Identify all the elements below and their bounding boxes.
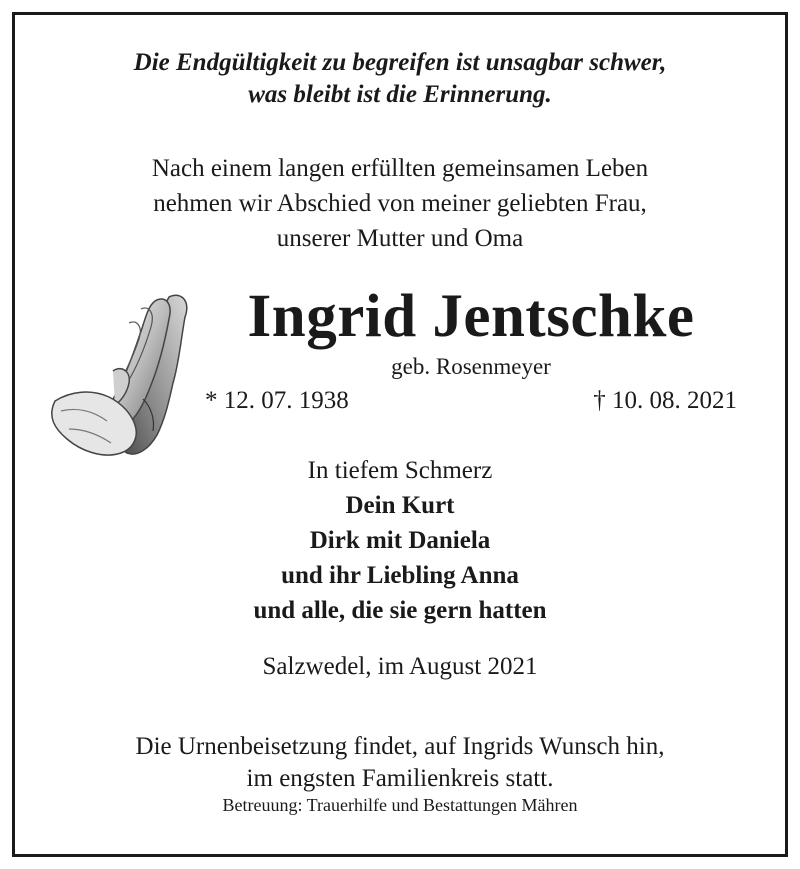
intro-line-3: unserer Mutter und Oma [276, 225, 524, 252]
burial-line-2: im engsten Familienkreis statt. [246, 765, 554, 792]
mourner-name: Dein Kurt [345, 492, 455, 519]
burial-notice [15, 731, 785, 795]
death-date: † 10. 08. 2021 [593, 387, 737, 414]
burial-line-1: Die Urnenbeisetzung findet, auf Ingrids Wunsch hin, [135, 733, 665, 760]
mourners-list [15, 453, 785, 628]
intro-text [15, 151, 785, 256]
maiden-name: geb. Rosenmeyer [391, 354, 551, 379]
intro-line-1: Nach einem langen erfüllten gemeinsamen Leben [151, 155, 649, 182]
mourner-name: und alle, die sie gern hatten [253, 597, 547, 624]
quote-line-2: was bleibt ist die Erinnerung. [248, 81, 552, 108]
deceased-name: Ingrid Jentschke [247, 283, 695, 350]
praying-hands-icon [41, 279, 191, 459]
place-and-date: Salzwedel, im August 2021 [262, 653, 538, 680]
funeral-service-credit: Betreuung: Trauerhilfe und Bestattungen Mähren [222, 795, 578, 815]
mourner-name: und ihr Liebling Anna [281, 562, 519, 589]
quote-line-1: Die Endgültigkeit zu begreifen ist unsagbar schwer, [133, 49, 667, 76]
obituary-frame [12, 12, 788, 857]
birth-date: * 12. 07. 1938 [205, 387, 349, 414]
opening-quote [15, 47, 785, 111]
mourner-name: Dirk mit Daniela [309, 527, 491, 554]
intro-line-2: nehmen wir Abschied von meiner geliebten Frau, [153, 190, 647, 217]
mourning-lead: In tiefem Schmerz [307, 457, 493, 484]
